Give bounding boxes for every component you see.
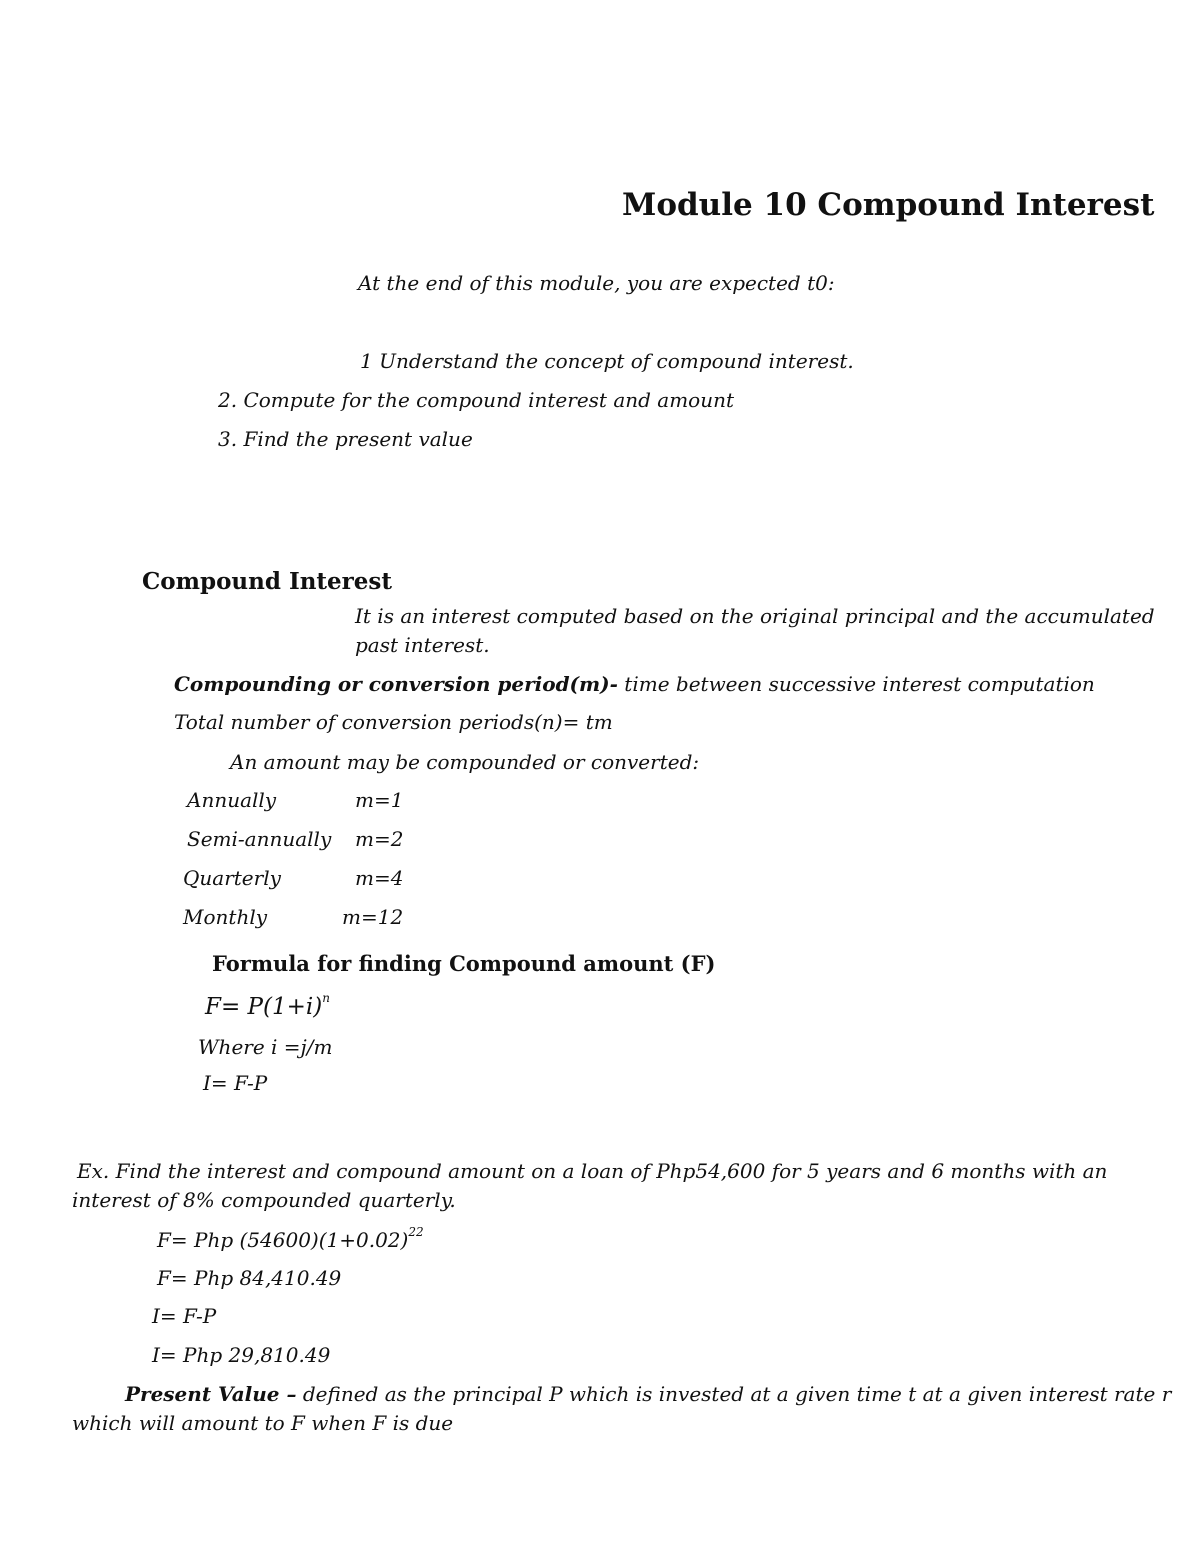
example-step: F= Php 84,410.49 — [157, 1266, 342, 1290]
formula-where: Where i =j/m — [198, 1035, 333, 1059]
section-heading: Compound Interest — [142, 568, 393, 595]
present-value-definition — [125, 1384, 1171, 1404]
objectives-intro: At the end of this module, you are expected t0: — [358, 271, 835, 295]
frequency-label: Annually — [187, 788, 277, 812]
objective-item: 3. Find the present value — [218, 427, 473, 451]
compound-amount-formula — [205, 991, 330, 1020]
definition-text: past interest. — [355, 633, 490, 657]
example-step: I= F-P — [152, 1304, 217, 1328]
formula-main: F= P(1+i) — [205, 994, 323, 1020]
example-step — [157, 1225, 424, 1252]
frequency-value: m=12 — [342, 905, 404, 929]
objective-item: 2. Compute for the compound interest and amount — [218, 388, 735, 412]
page-title: Module 10 Compound Interest — [622, 187, 1155, 223]
example-step-exponent: 22 — [408, 1225, 424, 1239]
period-definition — [174, 674, 1095, 694]
present-value-description: defined as the principal P which is invested at a given time t at a given interest rate r — [296, 1382, 1172, 1406]
present-value-term: Present Value – — [125, 1382, 297, 1406]
frequency-label: Semi-annually — [187, 827, 332, 851]
frequency-value: m=2 — [355, 827, 404, 851]
frequency-value: m=1 — [355, 788, 404, 812]
period-term: Compounding or conversion period(m)- — [174, 672, 618, 696]
frequency-value: m=4 — [355, 866, 404, 890]
formula-heading: Formula for finding Compound amount (F) — [212, 951, 716, 976]
frequency-label: Monthly — [183, 905, 268, 929]
objective-item: 1 Understand the concept of compound interest. — [360, 349, 854, 373]
period-description: time between successive interest computation — [617, 672, 1095, 696]
frequency-label: Quarterly — [183, 866, 281, 890]
example-step: I= Php 29,810.49 — [152, 1343, 331, 1367]
example-text: Ex. Find the interest and compound amount on a loan of Php54,600 for 5 years and 6 months with an — [77, 1159, 1108, 1183]
example-text: interest of 8% compounded quarterly. — [72, 1188, 456, 1212]
total-periods: Total number of conversion periods(n)= tm — [174, 710, 613, 734]
definition-text: It is an interest computed based on the original principal and the accumulated — [355, 604, 1155, 628]
converted-intro: An amount may be compounded or converted: — [230, 750, 700, 774]
formula-exponent: n — [322, 991, 330, 1005]
present-value-description-cont: which will amount to F when F is due — [72, 1411, 454, 1435]
example-step-text: F= Php (54600)(1+0.02) — [157, 1228, 409, 1252]
interest-formula: I= F-P — [203, 1071, 268, 1095]
